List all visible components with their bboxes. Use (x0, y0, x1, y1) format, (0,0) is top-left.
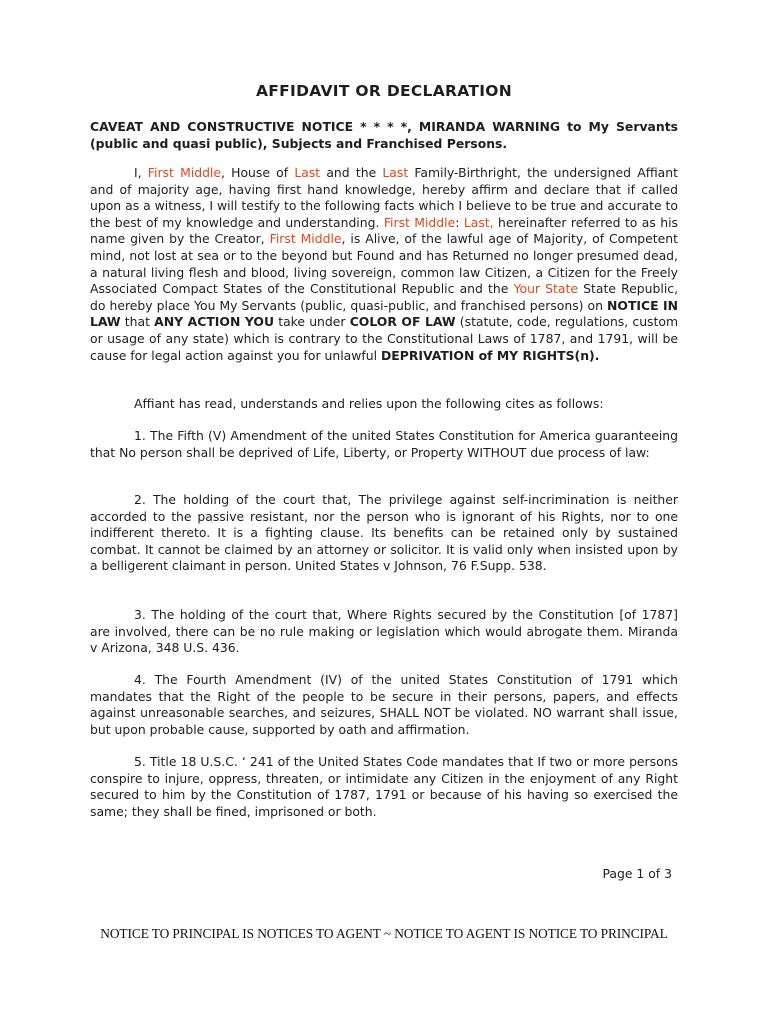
intro-text: and the (320, 165, 383, 180)
cite-item-4: 4. The Fourth Amendment (IV) of the united States Constitution of 1791 which mandates that the Right of the people to be secure in their persons, papers, and effects against unreasonable searches, and seizures, SHALL NOT be violated. NO warrant shall issue, but upon probable cause, supported by oath and affirmation. (90, 672, 678, 737)
intro-text: I, (134, 165, 148, 180)
cite-item-3: 3. The holding of the court that, Where Rights secured by the Constitution [of 1787] are involved, there can be no rule making or legislation which would abrogate them. Miranda v Arizona, 348 U.S. 436. (90, 607, 678, 656)
intro-text: Family-Birthright, the undersigned Affiant and of majority age, having first hand knowledge, hereby affirm and declare that if called upon as a witness, I will testify to the following facts which I believe to be true and accurate to the best of my knowledge and understanding. (90, 165, 678, 230)
intro-text: (statute, code, regulations, custom or usage of any state) which is contrary to the Constitutional Laws of 1787, and 1791, will be cause for legal action against you for unlawful (90, 314, 679, 363)
placeholder-first-middle: First Middle (147, 165, 222, 180)
intro-text: hereinafter referred to as his name given by the Creator, (90, 214, 678, 247)
intro-text: : (455, 214, 464, 230)
intro-text: , House of (221, 165, 295, 180)
caveat-notice: CAVEAT AND CONSTRUCTIVE NOTICE * * * *, MIRANDA WARNING to My Servants (public and quasi public), Subjects and Franchised Persons. (90, 119, 678, 151)
any-action-you: ANY ACTION YOU (154, 314, 275, 330)
affirmation-paragraph (90, 165, 678, 364)
placeholder-last: Last, (463, 214, 494, 230)
notice-in-law: NOTICE IN LAW (90, 297, 678, 330)
footer-notice: NOTICE TO PRINCIPAL IS NOTICES TO AGENT ~ NOTICE TO AGENT IS NOTICE TO PRINCIPAL (100, 926, 668, 941)
color-of-law: COLOR OF LAW (349, 314, 456, 330)
cite-item-5: 5. Title 18 U.S.C. ‘ 241 of the United States Code mandates that If two or more persons conspire to injure, oppress, threaten, or intimidate any Citizen in the enjoyment of any Right secured to him by the Constitution of 1787, 1791 or because of his having so exercised the same; they shall be fined, imprisoned or both. (90, 754, 678, 819)
document-title: AFFIDAVIT OR DECLARATION (255, 82, 513, 100)
intro-text: that (120, 314, 155, 330)
intro-text: take under (274, 314, 350, 330)
cite-item-1: 1. The Fifth (V) Amendment of the united States Constitution for America guaranteeing that No person shall be deprived of Life, Liberty, or Property WITHOUT due process of law: (90, 428, 678, 460)
cite-item-2: 2. The holding of the court that, The privilege against self-incrimination is neither accorded to the passive resistant, nor the person who is ignorant of his Rights, nor to one indifferent thereto. It is a fighting clause. Its benefits can be retained only by sustained combat. It cannot be claimed by an attorney or solicitor. It is valid only when insisted upon by a belligerent claimant in person. United States v Johnson, 76 F.Supp. 538. (90, 492, 678, 574)
intro-text: State Republic, do hereby place You My Servants (public, quasi-public, and franchised persons) on (90, 281, 679, 313)
placeholder-first-middle: First Middle (383, 214, 456, 230)
placeholder-your-state: Your State (513, 281, 578, 297)
intro-text: , is Alive, of the lawful age of Majority, of Competent mind, not lost at sea or to the beyond but Found and has Returned no longer presumed dead, a natural living flesh and blood, living sovereign, common law Citizen, a Citizen for the Freely Associated Compact States of the Constitutional Republic and the (90, 231, 678, 297)
placeholder-last: Last (382, 165, 409, 180)
page-number: Page 1 of 3 (602, 866, 672, 881)
affiant-statement: Affiant has read, understands and relies upon the following cites as follows: (134, 396, 604, 411)
placeholder-last: Last (294, 165, 321, 180)
placeholder-first-middle: First Middle (269, 231, 342, 247)
deprivation-of-rights: DEPRIVATION of MY RIGHTS(n). (381, 347, 600, 363)
